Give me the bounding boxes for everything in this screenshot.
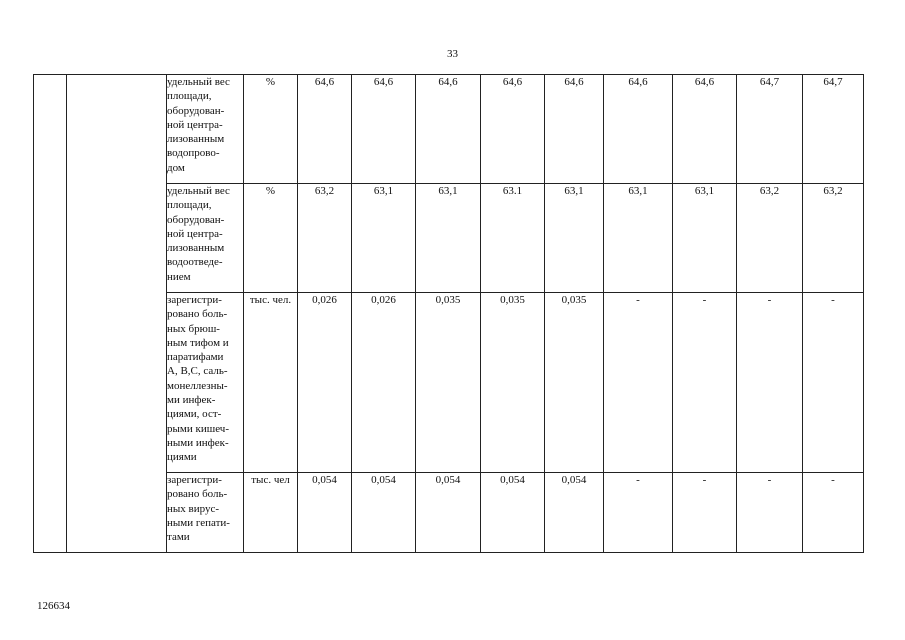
label-line: оборудован- — [167, 104, 225, 117]
value-cell: - — [737, 473, 803, 553]
value-cell: 64,6 — [481, 75, 545, 184]
label-line: площади, — [167, 90, 212, 103]
value-cell: 63,2 — [298, 184, 352, 293]
value-cell: 63,2 — [737, 184, 803, 293]
value-cell: 0,054 — [298, 473, 352, 553]
label-line: лизованным — [167, 133, 225, 146]
label-line: ным тифом и — [167, 336, 229, 349]
label-line: ных брюш- — [167, 322, 220, 335]
label-line: циями, ост- — [167, 408, 222, 421]
unit-cell: тыс. чел. — [244, 293, 298, 473]
label-line: зарегистри- — [167, 294, 222, 306]
value-cell: - — [803, 473, 864, 553]
indicator-label — [167, 473, 244, 553]
value-cell: 0,054 — [545, 473, 604, 553]
value-cell: 64,6 — [604, 75, 673, 184]
value-cell: 0,054 — [352, 473, 416, 553]
label-line: циями — [167, 451, 197, 464]
value-cell: 64,6 — [673, 75, 737, 184]
value-cell: - — [673, 293, 737, 473]
blank-cell-name — [67, 75, 167, 553]
label-line: монеллезны- — [167, 379, 228, 392]
label-line: водопрово- — [167, 147, 220, 160]
label-line: паратифами — [167, 351, 224, 364]
value-cell: - — [604, 293, 673, 473]
label-line: дом — [167, 161, 185, 174]
value-cell: 64,6 — [416, 75, 481, 184]
label-line: рыми кишеч- — [167, 422, 229, 435]
value-cell: 64,7 — [737, 75, 803, 184]
label-line: ных вирус- — [167, 502, 220, 515]
value-cell: 0,035 — [416, 293, 481, 473]
page-number: 33 — [447, 48, 458, 60]
label-line: зарегистри- — [167, 474, 222, 486]
label-line: ными инфек- — [167, 436, 229, 449]
label-line: А, В,С, саль- — [167, 365, 228, 378]
unit-cell: тыс. чел — [244, 473, 298, 553]
indicator-label — [167, 75, 244, 184]
value-cell: 0,026 — [352, 293, 416, 473]
label-line: нием — [167, 270, 191, 283]
value-cell: 63,1 — [416, 184, 481, 293]
value-cell: 0,054 — [416, 473, 481, 553]
value-cell: 64,6 — [352, 75, 416, 184]
value-cell: - — [604, 473, 673, 553]
label-line: ровано боль- — [167, 308, 228, 321]
label-line: ной центра- — [167, 227, 223, 240]
value-cell: 0,035 — [545, 293, 604, 473]
document-id: 126634 — [37, 600, 70, 612]
label-line: площади, — [167, 199, 212, 212]
value-cell: 64,6 — [298, 75, 352, 184]
value-cell: 63,1 — [545, 184, 604, 293]
blank-cell-number — [34, 75, 67, 553]
value-cell: 63.1 — [481, 184, 545, 293]
label-line: ными гепати- — [167, 516, 230, 529]
value-cell: 63,1 — [352, 184, 416, 293]
value-cell: 0,054 — [481, 473, 545, 553]
indicator-label — [167, 293, 244, 473]
label-line: ровано боль- — [167, 488, 228, 501]
label-line: водоотведе- — [167, 256, 223, 269]
value-cell: - — [737, 293, 803, 473]
value-cell: 0,026 — [298, 293, 352, 473]
unit-cell: % — [244, 75, 298, 184]
table-row — [34, 75, 864, 184]
label-line: ми инфек- — [167, 394, 216, 407]
label-line: ной центра- — [167, 118, 223, 131]
label-line: удельный вес — [167, 76, 230, 88]
value-cell: 63,1 — [673, 184, 737, 293]
value-cell: 64,7 — [803, 75, 864, 184]
value-cell: 64,6 — [545, 75, 604, 184]
value-cell: 0,035 — [481, 293, 545, 473]
label-line: лизованным — [167, 242, 225, 255]
unit-cell: % — [244, 184, 298, 293]
indicator-label — [167, 184, 244, 293]
value-cell: - — [673, 473, 737, 553]
label-line: оборудован- — [167, 213, 225, 226]
label-line: тами — [167, 531, 190, 544]
value-cell: 63,1 — [604, 184, 673, 293]
indicators-table — [33, 74, 864, 553]
value-cell: 63,2 — [803, 184, 864, 293]
value-cell: - — [803, 293, 864, 473]
label-line: удельный вес — [167, 185, 230, 197]
